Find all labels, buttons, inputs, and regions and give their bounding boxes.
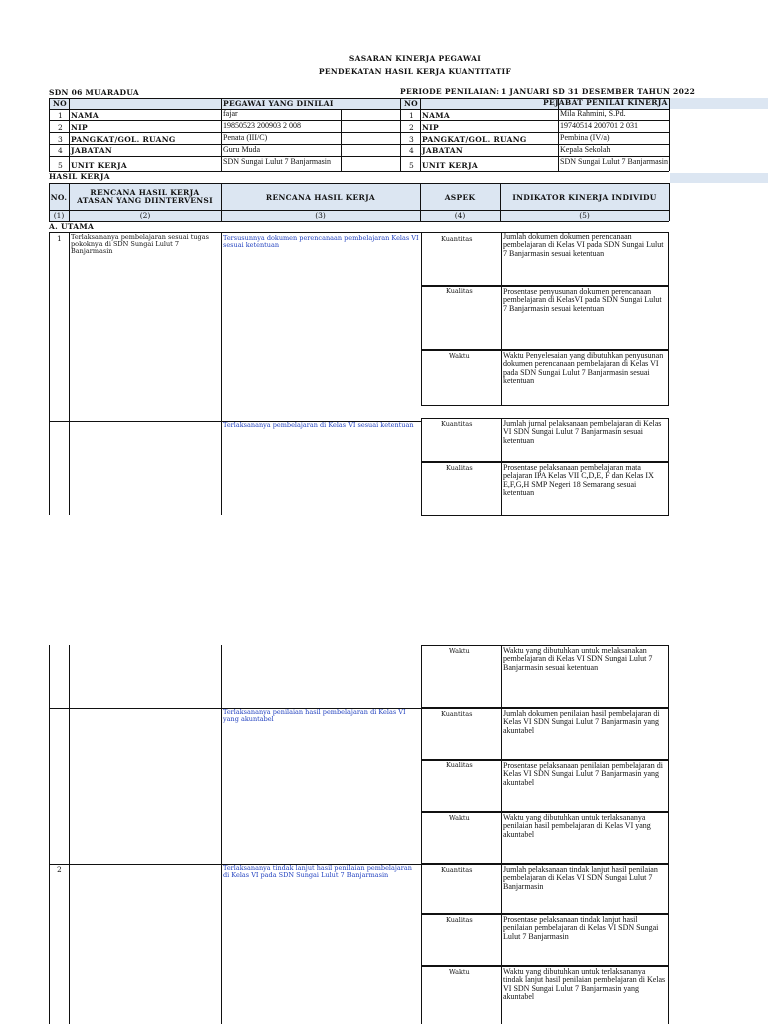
pegawai-row-value: Guru Muda (223, 145, 261, 154)
indikator-text: Prosentase pelaksanaan pembelajaran mata pelajaran IPA Kelas VII C,D,E, F dan Kelas IX E,F,G,H SMP Negeri 18 Semarang sesuai ketentuan (503, 463, 654, 498)
pegawai-row-no: 1 (58, 111, 63, 120)
pejabat-row-value: Kepala Sekolah (560, 145, 611, 154)
pejabat-row-no: 2 (409, 123, 414, 132)
pegawai-row-no: 2 (58, 123, 63, 132)
aspek-kualitas: Kualitas (446, 916, 473, 924)
pegawai-row-value: Penata (III/C) (223, 133, 268, 142)
pejabat-row-no: 5 (409, 161, 414, 170)
indikator-text: Jumlah dokumen penilaian hasil pembelajaran di Kelas VI SDN Sungai Lulut 7 Banjarmasin yang akuntabel (503, 709, 660, 735)
pejabat-row-label: JABATAN (422, 146, 464, 155)
document-title: SASARAN KINERJA PEGAWAI (348, 54, 482, 63)
pegawai-header: PEGAWAI YANG DINILAI (223, 99, 334, 108)
pejabat-row-value: 19740514 200701 2 031 (560, 121, 638, 130)
pejabat-row-no: 1 (409, 111, 414, 120)
aspek-kuantitas: Kuantitas (441, 420, 473, 428)
pejabat-header: PEJABAT PENILAI KINERJA (543, 98, 668, 107)
pegawai-row-label: JABATAN (71, 146, 113, 155)
indikator-text: Waktu yang dibutuhkan untuk melaksanakan pembelajaran di Kelas VI SDN Sungai Lulut 7 Banjarmasin sesuai ketentuan (503, 646, 653, 672)
rhk-text: Terlaksananya tindak lanjut hasil penilaian pembelajaran di Kelas VI pada SDN Sungai Lulut 7 Banjarmasin (223, 864, 412, 880)
organization-name: SDN 06 MUARADUA (49, 88, 140, 97)
pejabat-row-label: UNIT KERJA (422, 161, 478, 170)
pegawai-row-value: 19850523 200903 2 008 (223, 121, 301, 130)
aspek-kualitas: Kualitas (446, 464, 473, 472)
rhk-text: Terlaksananya penilaian hasil pembelajaran di Kelas VI yang akuntabel (223, 708, 406, 724)
rhk-text: Terlaksananya pembelajaran di Kelas VI sesuai ketentuan (223, 421, 414, 429)
aspek-waktu: Waktu (449, 968, 470, 976)
aspek-kualitas: Kualitas (446, 761, 473, 769)
rhk-text: Tersusunnya dokumen perencanaan pembelajaran Kelas VI sesuai ketentuan (223, 234, 419, 250)
pegawai-row-label: NAMA (71, 111, 99, 120)
document-subtitle: PENDEKATAN HASIL KERJA KUANTITATIF (318, 67, 512, 76)
pegawai-row-label: UNIT KERJA (71, 161, 127, 170)
aspek-waktu: Waktu (449, 352, 470, 360)
indikator-text: Waktu Penyelesaian yang dibutuhkan penyusunan dokumen perencanaan pembelajaran di Kelas VI pada SDN Sungai Lulut 7 Banjarmasin sesuai ketentuan (503, 351, 664, 386)
period-value: 1 JANUARI SD 31 DESEMBER TAHUN 2022 (501, 87, 696, 96)
indikator-text: Jumlah pelaksanaan tindak lanjut hasil penilaian pembelajaran di Kelas VI SDN Sungai Lulut 7 Banjarmasin (503, 865, 658, 891)
col-number: (2) (139, 211, 151, 220)
col-header-no: NO. (50, 193, 68, 202)
col-number: (4) (454, 211, 466, 220)
section-utama: A. UTAMA (49, 222, 95, 231)
indikator-text: Prosentase pelaksanaan penilaian pembelajaran di Kelas VI SDN Sungai Lulut 7 Banjarmasin yang akuntabel (503, 761, 663, 787)
period-label: PERIODE PENILAIAN: (400, 87, 500, 96)
aspek-waktu: Waktu (449, 647, 470, 655)
rhk-atasan-text: Terlaksananya pembelajaran sesuai tugas pokoknya di SDN Sungai Lulut 7 Banjarmasin (71, 233, 209, 256)
hasil-kerja-label: HASIL KERJA (49, 172, 110, 181)
pegawai-row-label: PANGKAT/GOL. RUANG (71, 135, 176, 144)
row-number: 1 (57, 234, 62, 243)
pegawai-row-value: fajar (223, 109, 238, 118)
indikator-text: Prosentase penyusunan dokumen perencanaan pembelajaran di KelasVI pada SDN Sungai Lulut 7 Banjarmasin sesuai ketentuan (503, 287, 662, 313)
pegawai-no-header: NO (53, 99, 67, 108)
pejabat-row-label: NIP (422, 123, 439, 132)
col-number: (5) (579, 211, 590, 220)
pejabat-row-no: 4 (409, 146, 414, 155)
col-header-indikator: INDIKATOR KINERJA INDIVIDU (512, 193, 657, 202)
pegawai-row-value: SDN Sungai Lulut 7 Banjarmasin (223, 157, 331, 166)
pejabat-row-no: 3 (409, 135, 414, 144)
col-header-rhk: RENCANA HASIL KERJA (265, 193, 376, 202)
col-header-aspek: ASPEK (444, 193, 476, 202)
pegawai-row-no: 5 (58, 161, 63, 170)
indikator-text: Jumlah dokumen dokumen perencanaan pembelajaran di Kelas VI pada SDN Sungai Lulut 7 Banjarmasin sesuai ketentuan (503, 232, 664, 258)
indikator-text: Waktu yang dibutuhkan untuk terlaksananya penilaian hasil pembelajaran di Kelas VI yang akuntabel (503, 813, 651, 839)
pejabat-row-value: SDN Sungai Lulut 7 Banjarmasin (560, 157, 668, 166)
aspek-kuantitas: Kuantitas (441, 235, 473, 243)
aspek-kuantitas: Kuantitas (441, 866, 473, 874)
pejabat-row-label: PANGKAT/GOL. RUANG (422, 135, 527, 144)
row-number: 2 (57, 865, 62, 874)
pejabat-row-value: Pembina (IV/a) (560, 133, 610, 142)
highlight-bar (670, 98, 768, 109)
indikator-text: Jumlah jurnal pelaksanaan pembelajaran di Kelas VI SDN Sungai Lulut 7 Banjarmasin sesuai ketentuan (503, 419, 662, 445)
pegawai-row-no: 3 (58, 135, 63, 144)
indikator-text: Prosentase pelaksanaan tindak lanjut hasil penilaian pembelajaran di Kelas VI SDN Sungai Lulut 7 Banjarmasin (503, 915, 659, 941)
pejabat-row-value: Mila Rahmini, S.Pd. (560, 109, 626, 118)
col-number: (3) (315, 211, 326, 220)
pejabat-row-label: NAMA (422, 111, 450, 120)
highlight-bar (670, 173, 768, 183)
aspek-kuantitas: Kuantitas (441, 710, 473, 718)
pegawai-row-no: 4 (58, 146, 63, 155)
pejabat-no-header: NO (404, 99, 418, 108)
aspek-kualitas: Kualitas (446, 287, 473, 295)
indikator-text: Waktu yang dibutuhkan untuk terlaksananya tindak lanjut hasil penilaian pembelajaran di Kelas VI SDN Sungai Lulut 7 Banjarmasin yang akuntabel (503, 967, 666, 1002)
col-number: (1) (53, 211, 65, 220)
col-header-rhk-atasan: RENCANA HASIL KERJA ATASAN YANG DIINTERVENSI (77, 188, 213, 205)
aspek-waktu: Waktu (449, 814, 470, 822)
pegawai-row-label: NIP (71, 123, 88, 132)
